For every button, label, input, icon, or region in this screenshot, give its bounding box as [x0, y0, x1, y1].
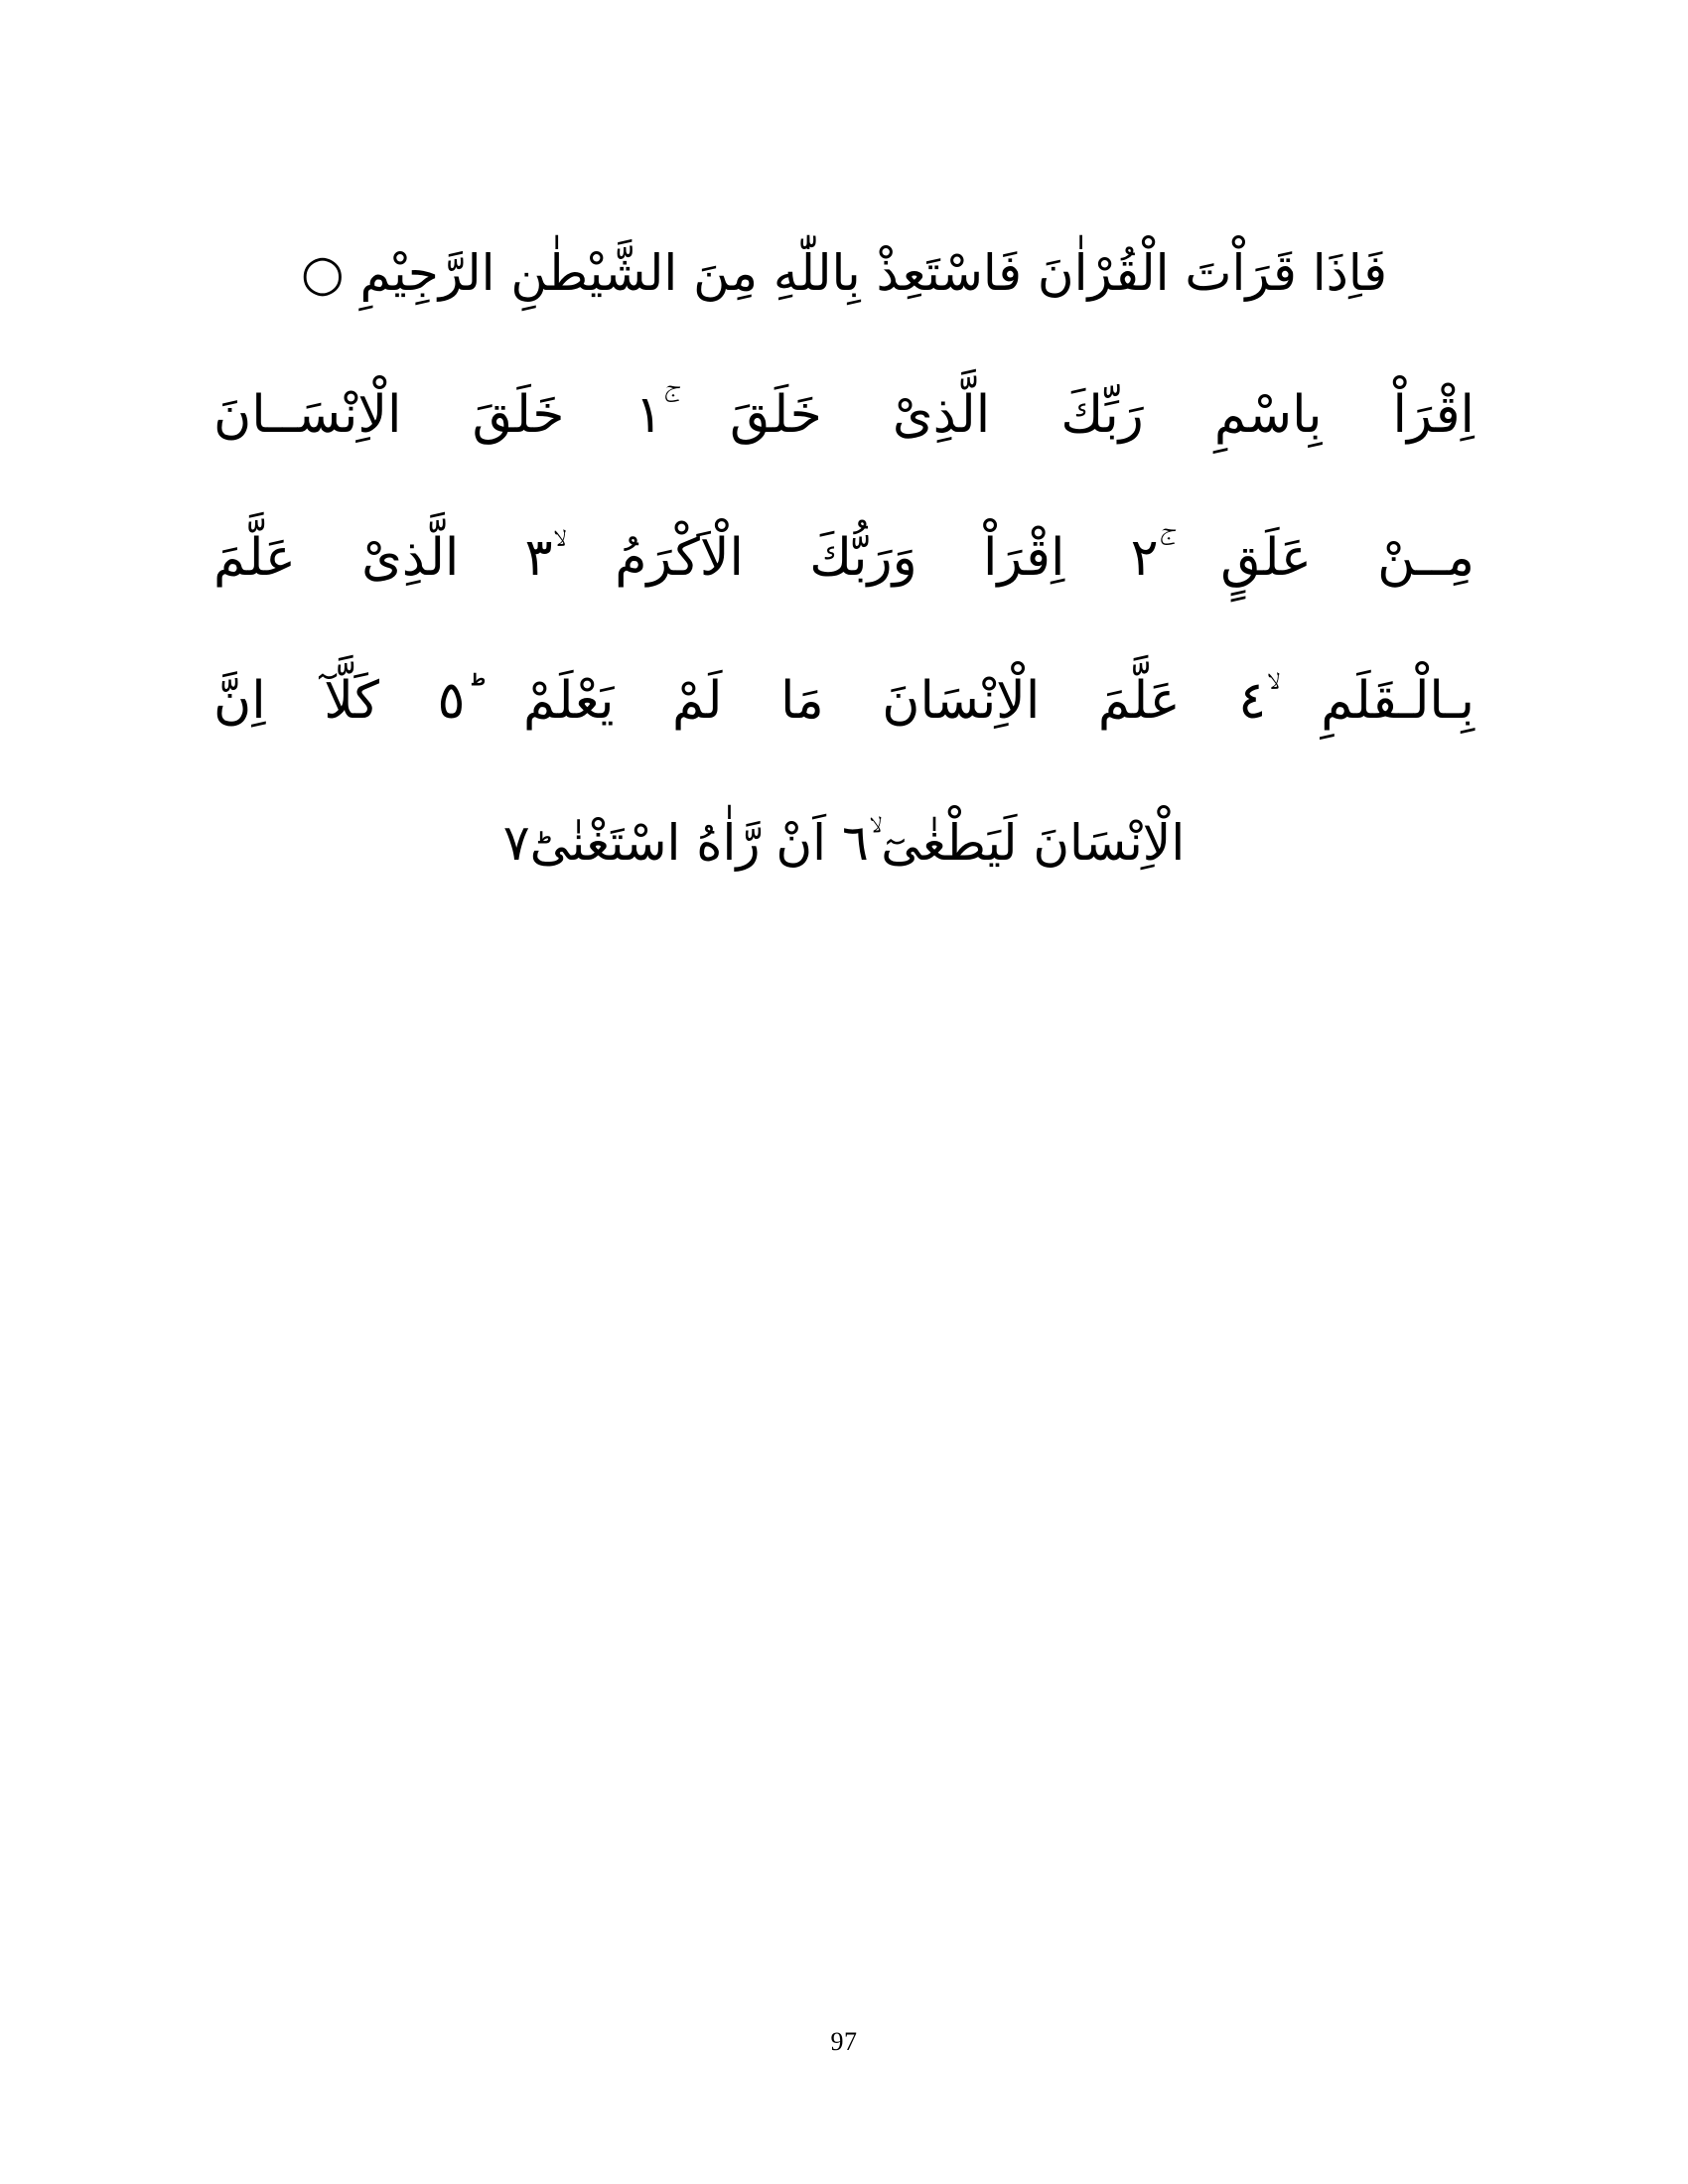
page-number: 97: [830, 2027, 858, 2056]
quran-line-ayah-1: اِقْرَاْ بِاسْمِ رَبِّكَ الَّذِىْ خَلَقَ ۚ١ خَلَقَ الْاِنْسَــانَ: [213, 385, 1476, 445]
page-footer: [0, 2027, 1688, 2057]
quran-line-taawwudh: فَاِذَا قَرَاْتَ الْقُرْاٰنَ فَاسْتَعِذْ بِاللّٰهِ مِنَ الشَّيْطٰنِ الرَّجِيْمِ ○: [300, 244, 1388, 302]
quran-text-block: [0, 244, 1688, 872]
quran-line-ayah-2-3: مِــنْ عَلَقٍ ۚ٢ اِقْرَاْ وَرَبُّكَ الْاَكْرَمُ ۙ٣ الَّذِىْ عَلَّمَ: [213, 528, 1476, 588]
quran-line-ayah-4-6: بِـالْـقَلَمِ ۙ٤ عَلَّمَ الْاِنْسَانَ مَا لَمْ يَعْلَمْ ؕ٥ كَلَّآ اِنَّ: [213, 671, 1475, 731]
quran-line-ayah-6-7: الْاِنْسَانَ لَيَطْغٰىٓ ۙ٦ اَنْ رَّاٰهُ اسْتَغْنٰىؕ٧: [502, 814, 1186, 872]
